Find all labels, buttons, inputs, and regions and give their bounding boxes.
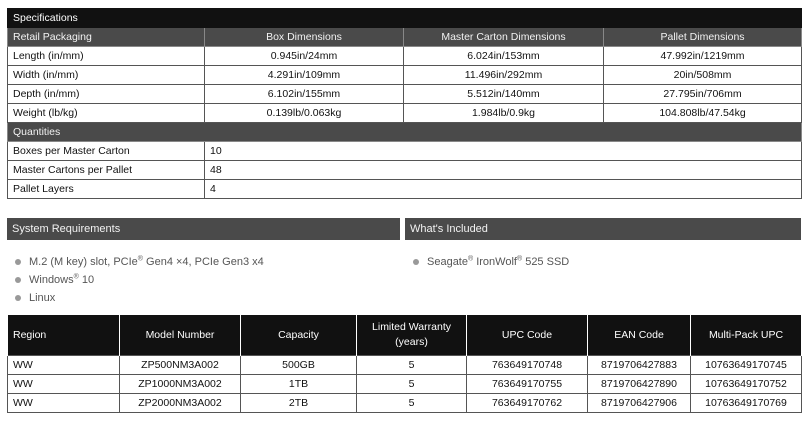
list-item: M.2 (M key) slot, PCIe® Gen4 ×4, PCIe Gen3 x4 xyxy=(13,253,264,271)
specifications-header-row xyxy=(8,28,802,47)
whats-included-list xyxy=(411,253,569,271)
cell-multi-pack-upc: 10763649170769 xyxy=(691,394,802,413)
quantity-value: 4 xyxy=(205,180,802,199)
cell-capacity: 1TB xyxy=(241,375,357,394)
header-capacity: Capacity xyxy=(241,315,357,356)
spec-value: 27.795in/706mm xyxy=(604,85,802,104)
quantity-label: Pallet Layers xyxy=(8,180,205,199)
cell-multi-pack-upc: 10763649170752 xyxy=(691,375,802,394)
spec-value: 20in/508mm xyxy=(604,66,802,85)
spec-label: Depth (in/mm) xyxy=(8,85,205,104)
bullet-icon xyxy=(15,259,21,265)
cell-warranty: 5 xyxy=(357,375,467,394)
spec-value: 0.139lb/0.063kg xyxy=(205,104,404,123)
header-upc-code: UPC Code xyxy=(467,315,588,356)
cell-capacity: 500GB xyxy=(241,356,357,375)
header-pallet-dimensions: Pallet Dimensions xyxy=(604,28,802,47)
quantity-row xyxy=(8,180,802,199)
spec-value: 4.291in/109mm xyxy=(205,66,404,85)
cell-model-number: ZP2000NM3A002 xyxy=(120,394,241,413)
spec-value: 6.102in/155mm xyxy=(205,85,404,104)
header-model-number: Model Number xyxy=(120,315,241,356)
quantities-header-row xyxy=(8,123,802,142)
spec-value: 47.992in/1219mm xyxy=(604,47,802,66)
header-ean-code: EAN Code xyxy=(588,315,691,356)
spec-value: 0.945in/24mm xyxy=(205,47,404,66)
cell-ean: 8719706427883 xyxy=(588,356,691,375)
cell-upc: 763649170762 xyxy=(467,394,588,413)
cell-upc: 763649170755 xyxy=(467,375,588,394)
specifications-table xyxy=(7,8,802,199)
cell-upc: 763649170748 xyxy=(467,356,588,375)
spec-row-width xyxy=(8,66,802,85)
header-region: Region xyxy=(8,315,120,356)
header-master-carton-dimensions: Master Carton Dimensions xyxy=(404,28,604,47)
whats-included-title: What's Included xyxy=(405,218,801,240)
spec-value: 5.512in/140mm xyxy=(404,85,604,104)
model-table xyxy=(7,315,802,413)
system-requirements-list xyxy=(13,253,264,307)
cell-model-number: ZP1000NM3A002 xyxy=(120,375,241,394)
spec-row-weight xyxy=(8,104,802,123)
spec-label: Width (in/mm) xyxy=(8,66,205,85)
spec-value: 104.808lb/47.54kg xyxy=(604,104,802,123)
spec-value: 11.496in/292mm xyxy=(404,66,604,85)
system-requirements-title: System Requirements xyxy=(7,218,400,240)
bullet-icon xyxy=(413,259,419,265)
specifications-title: Specifications xyxy=(8,9,802,28)
list-item: Linux xyxy=(13,289,264,307)
header-box-dimensions: Box Dimensions xyxy=(205,28,404,47)
quantity-label: Master Cartons per Pallet xyxy=(8,161,205,180)
model-table-header-row xyxy=(8,315,802,356)
cell-model-number: ZP500NM3A002 xyxy=(120,356,241,375)
cell-multi-pack-upc: 10763649170745 xyxy=(691,356,802,375)
quantity-value: 48 xyxy=(205,161,802,180)
quantity-row xyxy=(8,142,802,161)
table-row xyxy=(8,356,802,375)
cell-region: WW xyxy=(8,356,120,375)
header-retail-packaging: Retail Packaging xyxy=(8,28,205,47)
cell-capacity: 2TB xyxy=(241,394,357,413)
cell-region: WW xyxy=(8,394,120,413)
spec-value: 6.024in/153mm xyxy=(404,47,604,66)
quantity-row xyxy=(8,161,802,180)
cell-region: WW xyxy=(8,375,120,394)
quantity-label: Boxes per Master Carton xyxy=(8,142,205,161)
specifications-title-row xyxy=(8,9,802,28)
spec-label: Weight (lb/kg) xyxy=(8,104,205,123)
list-item: Seagate® IronWolf® 525 SSD xyxy=(411,253,569,271)
cell-ean: 8719706427890 xyxy=(588,375,691,394)
cell-warranty: 5 xyxy=(357,394,467,413)
bullet-icon xyxy=(15,277,21,283)
header-multi-pack-upc: Multi-Pack UPC xyxy=(691,315,802,356)
quantity-value: 10 xyxy=(205,142,802,161)
spec-row-length xyxy=(8,47,802,66)
quantities-title: Quantities xyxy=(8,123,802,142)
header-limited-warranty: Limited Warranty (years) xyxy=(357,315,467,356)
spec-row-depth xyxy=(8,85,802,104)
spec-value: 1.984lb/0.9kg xyxy=(404,104,604,123)
list-item: Windows® 10 xyxy=(13,271,264,289)
spec-label: Length (in/mm) xyxy=(8,47,205,66)
bullet-icon xyxy=(15,295,21,301)
cell-ean: 8719706427906 xyxy=(588,394,691,413)
table-row xyxy=(8,375,802,394)
table-row xyxy=(8,394,802,413)
cell-warranty: 5 xyxy=(357,356,467,375)
